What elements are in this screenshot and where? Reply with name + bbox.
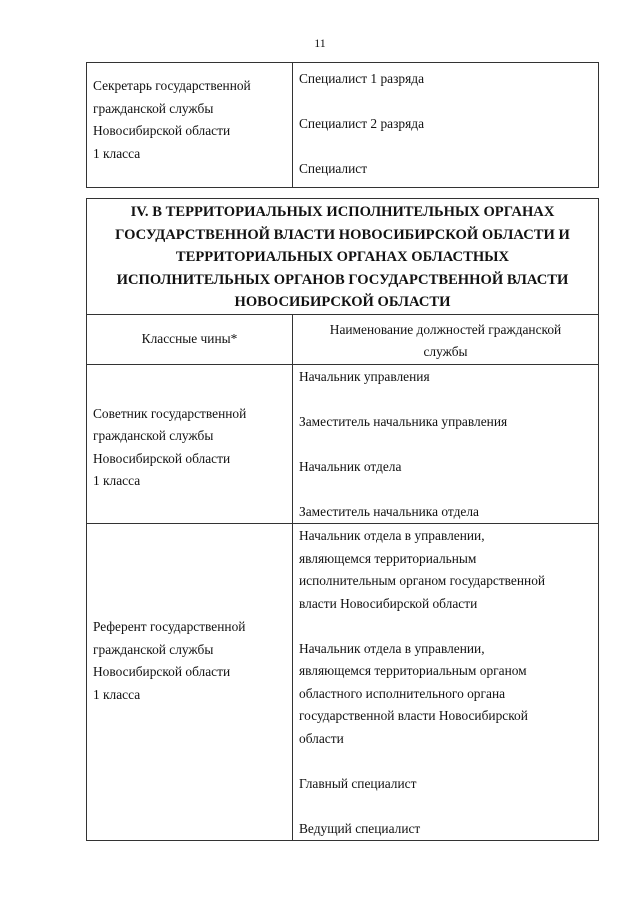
position-title: Специалист 2 разряда <box>299 116 425 131</box>
heading-line: ГОСУДАРСТВЕННОЙ ВЛАСТИ НОВОСИБИРСКОЙ ОБЛАСТИ И <box>115 226 570 243</box>
rank-line: Секретарь государственной <box>93 78 251 93</box>
position-title-line: государственной власти Новосибирской <box>299 708 528 723</box>
section-heading <box>87 199 599 315</box>
position-title: Начальник управления <box>299 368 430 384</box>
position-title-line: являющемся территориальным <box>299 550 477 566</box>
positions-cell <box>293 63 599 188</box>
heading-line: IV. В ТЕРРИТОРИАЛЬНЫХ ИСПОЛНИТЕЛЬНЫХ ОРГАНАХ <box>130 204 555 220</box>
positions-cell <box>293 364 599 524</box>
rank-cell <box>87 63 293 188</box>
position-title-line: областного исполнительного органа <box>299 685 506 701</box>
position-title: Специалист 1 разряда <box>299 71 425 86</box>
position-title: Начальник отдела <box>299 458 402 474</box>
rank-line: Советник государственной <box>93 405 247 421</box>
rank-cell <box>87 364 293 524</box>
column-header-row <box>87 314 599 364</box>
table-row <box>87 524 599 841</box>
rank-line: 1 класса <box>93 686 141 702</box>
heading-line: НОВОСИБИРСКОЙ ОБЛАСТИ <box>234 294 451 310</box>
rank-line: Новосибирской области <box>93 664 231 679</box>
rank-line: 1 класса <box>93 145 141 161</box>
position-title: Ведущий специалист <box>299 820 421 836</box>
table-row <box>87 63 599 188</box>
header-line: службы <box>423 344 468 359</box>
heading-line: ТЕРРИТОРИАЛЬНЫХ ОРГАНАХ ОБЛАСТНЫХ <box>175 249 510 265</box>
position-title-line: исполнительным органом государственной <box>299 573 546 588</box>
column-header-positions <box>293 314 599 364</box>
rank-line: гражданской службы <box>93 641 214 657</box>
rank-cell <box>87 524 293 841</box>
position-title-line: Начальник отдела в управлении, <box>299 528 485 543</box>
table-row <box>87 364 599 524</box>
rank-line: Референт государственной <box>93 619 246 634</box>
header-line: Наименование должностей гражданской <box>329 321 562 337</box>
rank-line: 1 класса <box>93 473 141 489</box>
page-number: 11 <box>314 36 326 50</box>
column-header-rank: Классные чины* <box>87 314 293 364</box>
position-title: Главный специалист <box>299 775 417 791</box>
rank-line: Новосибирской области <box>93 450 231 466</box>
position-title: Специалист <box>299 161 368 176</box>
position-title: Заместитель начальника управления <box>299 413 508 429</box>
position-title-line: Начальник отдела в управлении, <box>299 640 485 656</box>
section-iv-table <box>86 198 599 841</box>
heading-line: ИСПОЛНИТЕЛЬНЫХ ОРГАНОВ ГОСУДАРСТВЕННОЙ ВЛАСТИ <box>116 271 569 288</box>
rank-line: гражданской службы <box>93 100 214 116</box>
position-title-line: власти Новосибирской области <box>299 595 478 611</box>
positions-table-continued <box>86 62 599 188</box>
position-title: Заместитель начальника отдела <box>299 503 479 519</box>
section-heading-row <box>87 199 599 315</box>
rank-line: Новосибирской области <box>93 123 231 138</box>
position-title-line: являющемся территориальным органом <box>299 663 527 678</box>
rank-line: гражданской службы <box>93 428 214 444</box>
position-title-line: области <box>299 730 344 746</box>
positions-cell <box>293 524 599 841</box>
